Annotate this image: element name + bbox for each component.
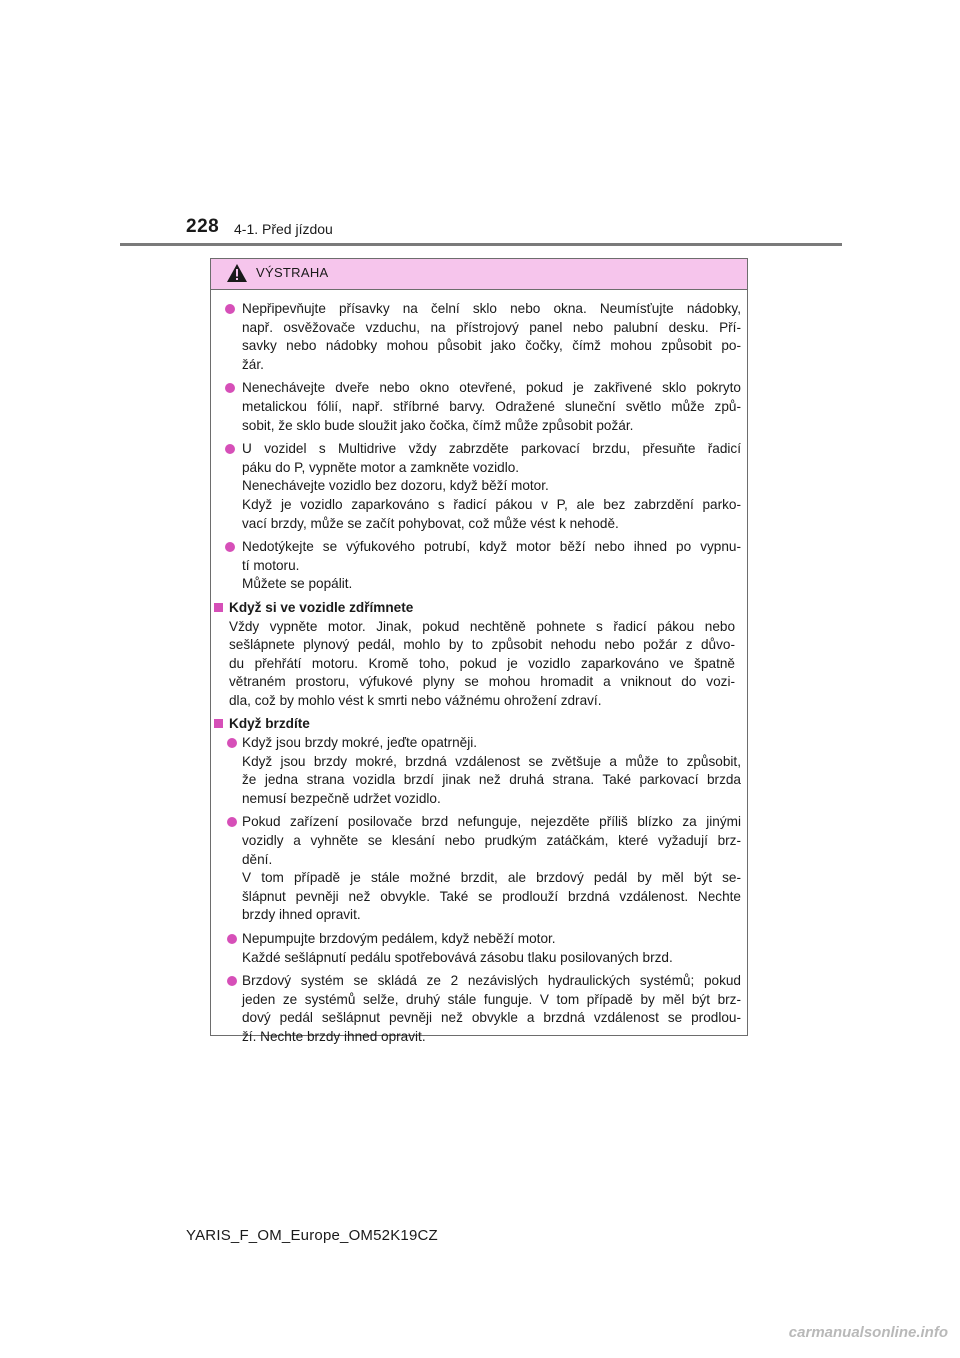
header-rule: [120, 243, 842, 246]
bullet-dot-icon: [225, 304, 235, 314]
brake-item: Když jsou brzdy mokré, jeďte opatrněji. Když jsou brzdy mokré, brzdná vzdálenost se zvětšuje a může to způsobit, že jedna strana vozidla brzdí jinak než druhá strana. Také parkovací brzda nemusí bezpečně udržet vozidlo.: [211, 734, 741, 808]
section-heading-sleep: Když si ve vozidle zdřímnete: [211, 599, 741, 618]
section-heading-brake: Když brzdíte: [211, 715, 741, 734]
brake-item: Pokud zařízení posilovače brzd nefunguje, nejezděte příliš blízko za jinými vozidly a vyhněte se klesání nebo prudkým zatáčkám, které vyžadují brz- dění. V tom případě je stále možné brzdit, ale brzdový pedál by měl být se- šlápnut pevněji než obvykle. Také se prodlouží brzdná vzdálenost. Nechte brzdy ihned opravit.: [211, 813, 741, 925]
warning-item: U vozidel s Multidrive vždy zabrzděte parkovací brzdu, přesuňte řadicí páku do P, vypněte motor a zamkněte vozidlo. Nenechávejte vozidlo bez dozoru, když běží motor. Když je vozidlo zaparkováno s řadicí pákou v P, ale bez zabrzdění parko- vací brzdy, může se začít pohybovat, což může vést k nehodě.: [211, 440, 741, 533]
warning-box: [210, 258, 748, 1044]
warning-header: [211, 259, 747, 290]
square-bullet-icon: [214, 603, 223, 612]
warning-triangle-icon: [226, 263, 248, 283]
bullet-dot-icon: [227, 817, 237, 827]
brake-item: Brzdový systém se skládá ze 2 nezávislých hydraulických systémů; pokud jeden ze systémů selže, druhý stále funguje. V tom případě by měl být brz- dový pedál sešlápnut pevněji než obvykle a brzdná vzdálenost se prodlou- ží. Nechte brzdy ihned opravit.: [211, 972, 741, 1046]
bullet-dot-icon: [225, 444, 235, 454]
bullet-dot-icon: [225, 542, 235, 552]
watermark[interactable]: carmanualsonline.info: [788, 1324, 948, 1341]
warning-title: VÝSTRAHA: [256, 265, 329, 280]
bullet-dot-icon: [227, 934, 237, 944]
document-id: YARIS_F_OM_Europe_OM52K19CZ: [186, 1227, 438, 1244]
section-paragraph-sleep: Vždy vypněte motor. Jinak, pokud nechtěně pohnete s řadicí pákou nebo sešlápnete plynový pedál, mohlo by to způsobit nehodu nebo požár z důvo- du přehřátí motoru. Kromě toho, pokud je vozidlo zaparkováno ve špatně větraném prostoru, výfukové plyny se mohou hromadit a vniknout do vozi- dla, což by mohlo vést k smrti nebo vážnému ohrožení zdraví.: [229, 618, 735, 708]
square-bullet-icon: [214, 719, 223, 728]
section-title: 4-1. Před jízdou: [234, 221, 333, 237]
warning-content: [211, 291, 747, 1047]
bullet-dot-icon: [227, 738, 237, 748]
brake-item: Nepumpujte brzdovým pedálem, když neběží motor. Každé sešlápnutí pedálu spotřebovává zásobu tlaku posilovaných brzd.: [211, 930, 741, 967]
bullet-dot-icon: [227, 976, 237, 986]
warning-item: Nepřipevňujte přísavky na čelní sklo nebo okna. Neumísťujte nádobky, např. osvěžovače vzduchu, na přístrojový panel nebo palubní desku. Pří- savky nebo nádobky mohou působit jako čočky, čímž mohou způsobit po- žár.: [211, 300, 741, 374]
bullet-dot-icon: [225, 383, 235, 393]
warning-item: Nenechávejte dveře nebo okno otevřené, pokud je zakřivené sklo pokryto metalickou fólií, např. stříbrné barvy. Odražené sluneční světlo může způ- sobit, že sklo bude sloužit jako čočka, čímž může způsobit požár.: [211, 379, 741, 435]
page-number: 228: [186, 216, 220, 237]
warning-item: Nedotýkejte se výfukového potrubí, když motor běží nebo ihned po vypnu- tí motoru. Můžete se popálit.: [211, 538, 741, 594]
